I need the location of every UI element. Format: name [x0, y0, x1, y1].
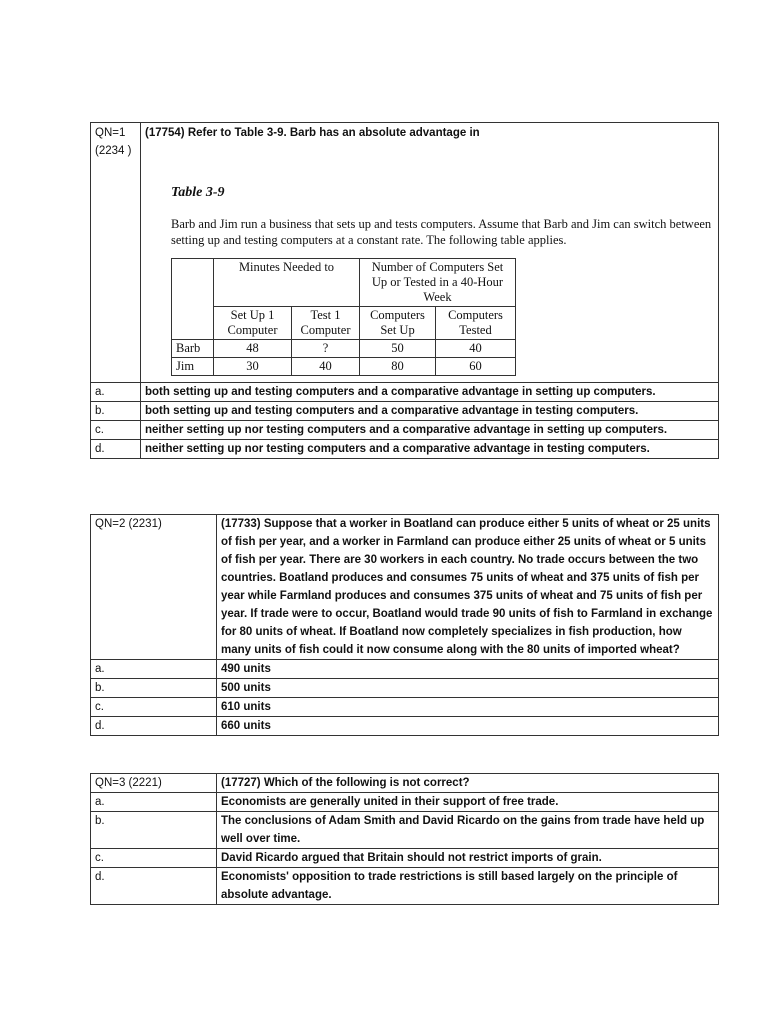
option-row [91, 383, 719, 402]
option-text: 500 units [217, 679, 719, 698]
inner-table-group-row [172, 259, 516, 307]
table-cell: 48 [214, 340, 292, 358]
question-2-number: QN=2 (2231) [91, 515, 217, 660]
table-3-9-data [171, 258, 516, 376]
option-row [91, 421, 719, 440]
option-text: neither setting up nor testing computers and a comparative advantage in testing computers. [141, 440, 719, 459]
table-cell: 30 [214, 358, 292, 376]
option-text: Economists' opposition to trade restrictions is still based largely on the principle of absolute advantage. [217, 868, 719, 905]
option-letter: d. [91, 440, 141, 459]
option-row [91, 717, 719, 736]
question-1-body [141, 123, 719, 383]
table-cell: 60 [436, 358, 516, 376]
option-letter: a. [91, 660, 217, 679]
question-2-prompt: (17733) Suppose that a worker in Boatland can produce either 5 units of wheat or 25 units of fish per year, and a worker in Farmland can produce either 25 units of wheat or 5 units of fish per year. There are 30 workers in each country. No trade occurs between the two countries. Boatland produces and consumes 75 units of wheat and 375 units of fish per year while Farmland produces and consumes 375 units of wheat and 75 units of fish per year. If trade were to occur, Boatland would trade 90 units of fish to Farmland in exchange for 80 units of wheat. If Boatland now completely specializes in fish production, how many units of fish could it now consume along with the 80 units of imported wheat? [217, 515, 719, 660]
inner-table-header-row [172, 307, 516, 340]
option-letter: b. [91, 402, 141, 421]
row-name: Jim [172, 358, 214, 376]
question-3-table [90, 773, 719, 905]
table-3-9-description: Barb and Jim run a business that sets up and tests computers. Assume that Barb and Jim can switch between setting up and testing computers at a constant rate. The following table applies. [171, 217, 712, 247]
table-3-9-title: Table 3-9 [171, 185, 225, 200]
table-cell: 40 [292, 358, 360, 376]
option-text: 490 units [217, 660, 719, 679]
row-name: Barb [172, 340, 214, 358]
column-header: Computers Tested [436, 307, 516, 340]
question-3-header-row [91, 774, 719, 793]
option-letter: a. [91, 383, 141, 402]
question-2-header-row [91, 515, 719, 660]
inner-table-group-minutes: Minutes Needed to [214, 259, 360, 307]
option-row [91, 440, 719, 459]
option-row [91, 793, 719, 812]
option-letter: c. [91, 421, 141, 440]
inner-table-group-computers: Number of Computers Set Up or Tested in a 40-Hour Week [360, 259, 516, 307]
option-text: David Ricardo argued that Britain should not restrict imports of grain. [217, 849, 719, 868]
question-2-table [90, 514, 719, 736]
option-row [91, 868, 719, 905]
option-row [91, 849, 719, 868]
question-3-number: QN=3 (2221) [91, 774, 217, 793]
table-cell: 50 [360, 340, 436, 358]
column-header: Set Up 1 Computer [214, 307, 292, 340]
option-letter: a. [91, 793, 217, 812]
option-text: neither setting up nor testing computers and a comparative advantage in setting up computers. [141, 421, 719, 440]
option-letter: b. [91, 679, 217, 698]
option-letter: c. [91, 698, 217, 717]
table-cell: 40 [436, 340, 516, 358]
table-3-9-figure [145, 184, 714, 382]
option-letter: d. [91, 868, 217, 905]
option-text: The conclusions of Adam Smith and David Ricardo on the gains from trade have held up well over time. [217, 812, 719, 849]
table-row [172, 358, 516, 376]
option-row [91, 812, 719, 849]
option-letter: b. [91, 812, 217, 849]
column-header: Test 1 Computer [292, 307, 360, 340]
inner-table-corner-cell [172, 259, 214, 340]
option-text: 610 units [217, 698, 719, 717]
question-1-number: QN=1 (2234 ) [91, 123, 141, 383]
question-1-prompt: (17754) Refer to Table 3-9. Barb has an absolute advantage in [145, 127, 480, 139]
option-letter: c. [91, 849, 217, 868]
table-cell: 80 [360, 358, 436, 376]
question-1-table [90, 122, 719, 459]
table-row [172, 340, 516, 358]
column-header: Computers Set Up [360, 307, 436, 340]
option-text: both setting up and testing computers and a comparative advantage in testing computers. [141, 402, 719, 421]
question-3-prompt: (17727) Which of the following is not correct? [217, 774, 719, 793]
option-text: both setting up and testing computers and a comparative advantage in setting up computers. [141, 383, 719, 402]
option-text: Economists are generally united in their support of free trade. [217, 793, 719, 812]
option-row [91, 698, 719, 717]
option-letter: d. [91, 717, 217, 736]
option-row [91, 679, 719, 698]
table-cell: ? [292, 340, 360, 358]
option-text: 660 units [217, 717, 719, 736]
question-1-header-row [91, 123, 719, 383]
option-row [91, 402, 719, 421]
option-row [91, 660, 719, 679]
